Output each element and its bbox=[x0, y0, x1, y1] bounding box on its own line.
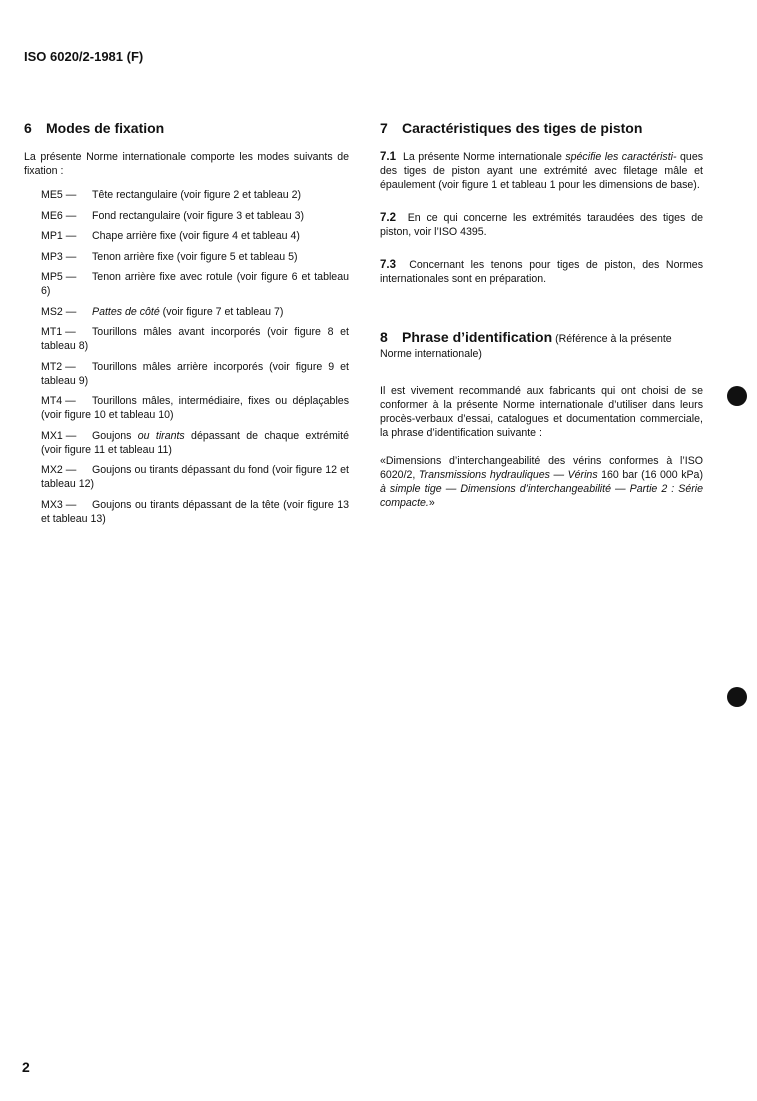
list-item: MP1 — Chape arrière fixe (voir figure 4 et tableau 4) bbox=[41, 230, 300, 242]
mounting-list bbox=[24, 188, 349, 526]
right-column bbox=[380, 120, 703, 510]
list-item: MT2 — Tourillons mâles arrière incorporés (voir figure 9 et tableau 9) bbox=[41, 360, 349, 387]
list-item: ME5 — Tête rectangulaire (voir figure 2 et tableau 2) bbox=[41, 189, 302, 201]
section-8-paragraph: Il est vivement recommandé aux fabricants qui ont choisi de se conformer à la présente Norme internationale d’utiliser dans leurs procès-verbaux d’essai, catalogues et documentation commerciale, la phrase d’identification suivante : bbox=[380, 385, 703, 439]
list-item: MT4 — Tourillons mâles, intermédiaire, fixes ou déplaçables (voir figure 10 et tableau 10) bbox=[41, 395, 349, 421]
section-8-heading: 8 Phrase d’identification (Référence à la présente Norme internationale) bbox=[380, 329, 672, 360]
page-number: 2 bbox=[22, 1059, 30, 1075]
document-header: ISO 6020/2-1981 (F) bbox=[24, 49, 144, 64]
list-item: MS2 — Pattes de côté (voir figure 7 et tableau 7) bbox=[41, 305, 284, 318]
punch-hole-mark bbox=[727, 687, 747, 707]
list-item: MX3 — Goujons ou tirants dépassant de la tête (voir figure 13 et tableau 13) bbox=[41, 498, 349, 525]
list-item: MP5 — Tenon arrière fixe avec rotule (voir figure 6 et tableau 6) bbox=[41, 271, 349, 297]
list-item: MP3 — Tenon arrière fixe (voir figure 5 et tableau 5) bbox=[41, 250, 298, 263]
section-7 bbox=[380, 120, 703, 286]
punch-hole-mark bbox=[727, 386, 747, 406]
section-8 bbox=[380, 330, 703, 510]
list-item: MT1 — Tourillons mâles avant incorporés (voir figure 8 et tableau 8) bbox=[41, 326, 349, 352]
clause-7-3: 7.3 Concernant les tenons pour tiges de piston, des Normes internationales sont en préparation. bbox=[380, 259, 704, 285]
list-item: MX2 — Goujons ou tirants dépassant du fond (voir figure 12 et tableau 12) bbox=[41, 464, 349, 490]
section-6 bbox=[24, 120, 349, 532]
identification-statement: «Dimensions d’interchangeabilité des vérins conformes à l’ISO 6020/2, Transmissions hydrauliques — Vérins 160 bar (16 000 kPa) à simple tige — Dimensions d’interchangeabilité — Partie 2 : Série compacte.» bbox=[380, 455, 703, 509]
section-6-heading: 6 Modes de fixation bbox=[24, 120, 165, 136]
list-item: ME6 — Fond rectangulaire (voir figure 3 et tableau 3) bbox=[41, 209, 304, 222]
clause-7-2: 7.2 En ce qui concerne les extrémités taraudées des tiges de piston, voir l’ISO 4395. bbox=[380, 212, 703, 238]
section-7-heading: 7 Caractéristiques des tiges de piston bbox=[380, 120, 643, 136]
section-6-intro: La présente Norme internationale comporte les modes suivants de fixation : bbox=[24, 151, 349, 177]
clause-7-1: 7.1 La présente Norme internationale spécifie les caractéristi- ques des tiges de piston ayant une extrémité avec filetage mâle et épaulement (voir figure 1 et tableau 1 pour les dimensions de base). bbox=[380, 151, 704, 191]
list-item: MX1 — Goujons ou tirants dépassant de chaque extrémité (voir figure 11 et tableau 11) bbox=[41, 429, 349, 456]
